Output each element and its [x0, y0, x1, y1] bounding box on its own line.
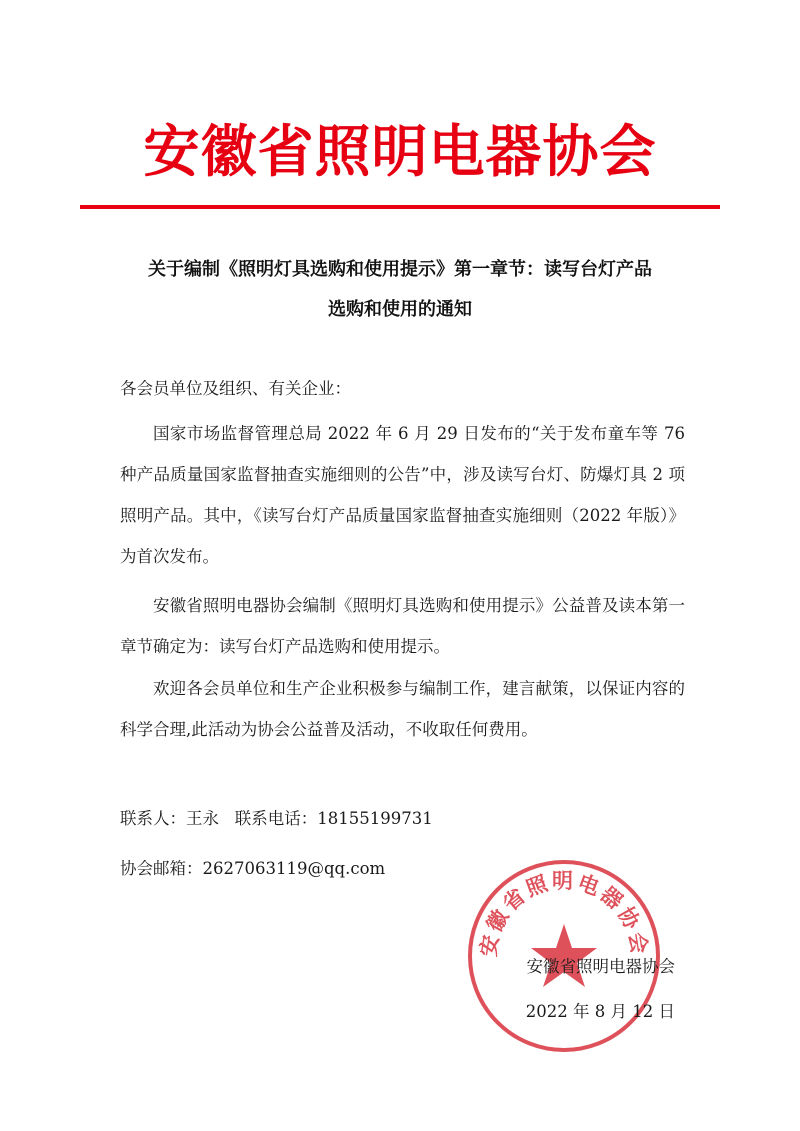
- signature-org: 安徽省照明电器协会: [526, 957, 675, 976]
- contact-email-line: 协会邮箱：2627063119@qq.com: [120, 859, 386, 878]
- paragraph-3: [120, 668, 685, 750]
- title-line-2: 选购和使用的通知: [328, 299, 472, 320]
- signature-block: [450, 944, 675, 1034]
- svg-text:安徽省照明电器协会: 安徽省照明电器协会: [476, 869, 652, 959]
- letterhead-divider: [80, 205, 720, 209]
- paragraph-1-text: 国家市场监督管理总局 2022 年 6 月 29 日发布的“关于发布童车等 76 种产品质量国家监督抽查实施细则的公告”中，涉及读写台灯、防爆灯具 2 项照明产品。其中，《读写台灯产品质量国家监督抽查实施细则（2022 年版）》为首次发布。: [120, 424, 685, 566]
- paragraph-2-text: 安徽省照明电器协会编制《照明灯具选购和使用提示》公益普及读本第一章节确定为：读写台灯产品选购和使用提示。: [120, 596, 685, 656]
- org-letterhead: 安徽省照明电器协会: [143, 120, 657, 185]
- salutation: 各会员单位及组织、有关企业：: [120, 379, 351, 398]
- signature-date: 2022 年 8 月 12 日: [525, 1002, 675, 1021]
- paragraph-2: [120, 585, 685, 667]
- contact-person-line: 联系人：王永 联系电话：18155199731: [120, 809, 433, 828]
- document-title: [100, 250, 700, 330]
- paragraph-3-text: 欢迎各会员单位和生产企业积极参与编制工作，建言献策，以保证内容的科学合理,此活动为协会公益普及活动，不收取任何费用。: [120, 679, 685, 739]
- title-line-1: 关于编制《照明灯具选购和使用提示》第一章节：读写台灯产品: [148, 259, 652, 280]
- paragraph-1: [120, 413, 685, 577]
